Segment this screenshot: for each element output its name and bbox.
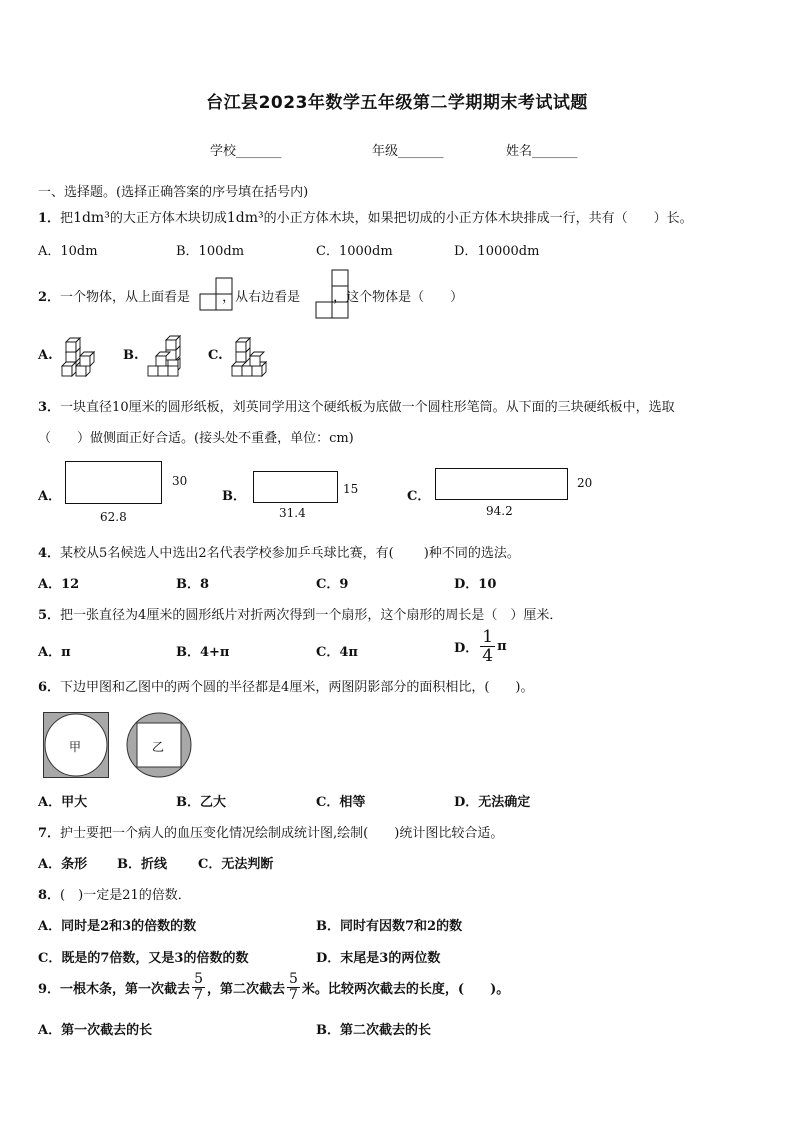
q6-figure-yi-label: 乙 [152, 740, 165, 754]
q4-option-c: C．9 [316, 577, 349, 592]
question-5 [38, 604, 562, 623]
q3-option-a: A． [38, 489, 62, 504]
q3-option-b-rectangle [253, 471, 338, 503]
q2-top-view-figure [200, 278, 234, 312]
q3-number: 3． [38, 400, 61, 415]
q1-option-b: B．100dm [176, 244, 245, 259]
q2-option-b-cube-figure [148, 334, 184, 378]
q5-option-d-pi: π [497, 639, 507, 654]
q2-option-c-cube-figure [232, 336, 268, 378]
q9-option-b: B．第二次截去的长 [316, 1023, 431, 1038]
q6-option-b: B．乙大 [176, 795, 226, 810]
q2-text-1: 一个物体，从上面看是 [60, 290, 191, 305]
q5-option-d-label: D． [454, 641, 479, 656]
q9-frac2-numerator: 5 [289, 971, 298, 987]
q2-option-c: C. [208, 348, 223, 363]
name-field: 姓名_______ [506, 144, 578, 159]
q3-option-c-rectangle [435, 468, 568, 500]
q9-text-2: ，第二次截去 [206, 982, 285, 997]
q5-option-d [454, 628, 507, 665]
question-8 [38, 884, 191, 903]
q9-text-3: 米。比较两次截去的长度，( )。 [301, 982, 510, 997]
q3-option-b-width: 31.4 [279, 506, 306, 520]
q5-frac-denominator: 4 [482, 646, 494, 666]
q9-option-a: A．第一次截去的长 [38, 1023, 153, 1038]
question-6 [38, 676, 533, 695]
q7-option-a: A．条形 [38, 857, 88, 872]
q8-option-a: A．同时是2和3的倍数的数 [38, 919, 197, 934]
q2-text-3: ，这个物体是（ ） [333, 290, 464, 305]
q9-fraction-2 [287, 972, 300, 1003]
q4-option-b: B．8 [176, 577, 210, 592]
q3-option-a-rectangle [65, 461, 162, 504]
q5-option-c: C．4π [316, 645, 358, 660]
q2-right-view-figure [316, 270, 350, 320]
q6-text: 下边甲图和乙图中的两个圆的半径都是4厘米，两图阴影部分的面积相比，( )。 [60, 680, 534, 695]
question-9 [38, 972, 509, 1003]
q8-option-d: D．末尾是3的两位数 [316, 951, 441, 966]
q3-option-b: B． [222, 489, 246, 504]
q5-option-b: B．4+π [176, 645, 230, 660]
q6-option-a: A．甲大 [38, 795, 88, 810]
q7-number: 7． [38, 826, 61, 841]
question-1 [38, 207, 693, 226]
q1-option-d: D．10000dm [454, 244, 540, 259]
q7-text: 护士要把一个病人的血压变化情况绘制成统计图,绘制( )统计图比较合适。 [60, 826, 504, 841]
q1-text-2: 的大正方体木块切成 [109, 211, 227, 226]
q5-option-d-fraction [480, 628, 495, 665]
q1-text-3: 的小正方体木块，如果把切成的小正方体木块排成一行，共有（ ）长。 [263, 211, 693, 226]
q9-text-1: 一根木条，第一次截去 [60, 982, 191, 997]
q2-option-a: A. [38, 348, 53, 363]
q1-option-a: A．10dm [38, 244, 98, 259]
q9-frac2-denominator: 7 [289, 987, 298, 1003]
q5-option-a: A．π [38, 645, 71, 660]
q5-frac-numerator: 1 [482, 627, 494, 647]
q9-frac1-denominator: 7 [194, 987, 203, 1003]
q8-text: ( )一定是21的倍数． [60, 888, 191, 903]
q8-option-c: C．既是的7倍数，又是3的倍数的数 [38, 951, 249, 966]
q3-option-a-height: 30 [172, 474, 188, 488]
q1-text-1: 把 [60, 211, 74, 226]
q3-text-2: （ ）做侧面正好合适。(接头处不重叠，单位：cm) [38, 431, 354, 446]
q5-number: 5． [38, 608, 61, 623]
q7-option-b: B．折线 [117, 857, 167, 872]
q2-option-a-cube-figure [62, 336, 98, 378]
q8-option-b: B．同时有因数7和2的数 [316, 919, 463, 934]
q3-option-a-width: 62.8 [100, 510, 127, 524]
q2-number: 2． [38, 290, 61, 305]
q6-figure-jia-label: 甲 [69, 740, 82, 754]
q3-text-1: 一块直径10厘米的圆形纸板，刘英同学用这个硬纸板为底做一个圆柱形笔筒。从下面的三块硬纸板中，选取 [60, 400, 675, 415]
q2-text-2: ，从右边看是 [222, 290, 301, 305]
q1-number: 1． [38, 211, 61, 226]
q3-option-c-width: 94.2 [486, 504, 513, 518]
q2-option-b: B. [123, 348, 139, 363]
q5-text: 把一张直径为4厘米的圆形纸片对折两次得到一个扇形，这个扇形的周长是（ ）厘米． [60, 608, 563, 623]
q3-option-c-height: 20 [577, 476, 593, 490]
question-4 [38, 542, 520, 561]
q3-option-b-height: 15 [343, 482, 359, 496]
q9-frac1-numerator: 5 [194, 971, 203, 987]
q9-number: 9． [38, 982, 61, 997]
question-3-line-1 [38, 396, 675, 415]
q4-text: 某校从5名候选人中选出2名代表学校参加乒乓球比赛，有( )种不同的选法。 [60, 546, 520, 561]
q6-option-c: C．相等 [316, 795, 366, 810]
q7-option-c: C．无法判断 [198, 857, 274, 872]
q1-unit-2: 1dm³ [226, 210, 264, 226]
grade-field: 年级_______ [372, 144, 444, 159]
q4-option-d: D．10 [454, 577, 497, 592]
school-field: 学校_______ [210, 144, 282, 159]
question-2 [38, 286, 463, 305]
q6-number: 6． [38, 680, 61, 695]
q4-option-a: A．12 [38, 577, 80, 592]
q9-fraction-1 [192, 972, 205, 1003]
q8-number: 8． [38, 888, 61, 903]
section-heading: 一、选择题。(选择正确答案的序号填在括号内) [38, 185, 309, 200]
q1-unit-1: 1dm³ [73, 210, 110, 226]
q1-option-c: C．1000dm [316, 244, 393, 259]
q4-number: 4． [38, 546, 61, 561]
question-7 [38, 822, 503, 841]
q3-option-c: C． [407, 489, 431, 504]
page-title: 台江县2023年数学五年级第二学期期末考试试题 [206, 93, 588, 113]
q6-option-d: D．无法确定 [454, 795, 531, 810]
